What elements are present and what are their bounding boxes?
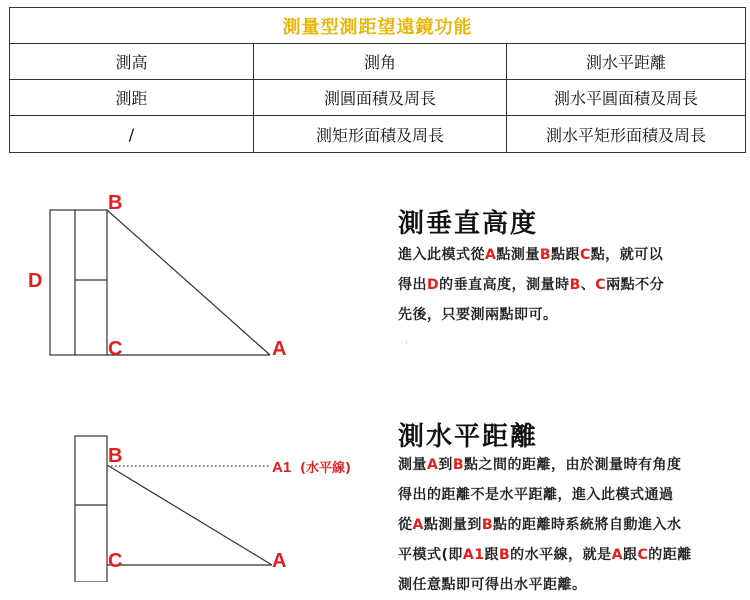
table-cell: 測角 [254,44,507,79]
function-table [9,7,746,153]
table-cell: 測距 [10,80,254,115]
point-b-label: B [108,192,123,214]
text-run: 跟 [623,547,638,563]
text-run: 跟 [484,547,499,563]
highlight-point-label: C [580,247,591,263]
text-line [398,480,748,510]
point-c-label: C [108,550,123,572]
point-a-label: A [272,338,287,360]
table-cell: 測水平圓面積及周長 [553,89,698,108]
table-cell: / [10,116,254,152]
vertical-height-diagram [0,185,380,365]
text-run: 得出 [398,277,427,293]
text-run: 點測量到 [423,517,482,533]
highlight-point-label: B [498,547,511,563]
highlight-point-label: A [611,547,623,563]
text-line [398,450,748,480]
text-line [398,300,743,330]
text-run: 的垂直高度，測量時 [439,277,570,293]
text-run: 、 [580,277,596,293]
text-line [398,240,743,270]
highlight-point-label: C [637,547,649,563]
table-row [10,44,745,80]
highlight-point-label: B [569,277,581,293]
text-run: 的水平線，就是 [510,547,612,563]
point-a-label: A [272,550,287,572]
speck: ' [405,340,408,351]
highlight-point-label: A [485,247,497,263]
text-run: 先後，只要測兩點即可。 [398,307,558,323]
text-run: 從 [398,517,413,533]
hypotenuse-line [107,210,270,355]
highlight-point-label: C [595,277,607,293]
section1-description [398,240,743,330]
point-d-label: D [28,270,43,292]
highlight-point-label: A [412,517,424,533]
table-title: 測量型測距望遠鏡功能 [10,8,745,44]
highlight-point-label: B [481,517,494,533]
point-b-label: B [108,445,123,467]
table-cell: 測矩形面積及周長 [254,116,507,152]
section1-title: 測垂直高度 [398,209,539,239]
table-cell: 測水平矩形面積及周長 [545,125,706,145]
text-run: 點跟 [551,247,581,263]
table-row [10,116,745,152]
highlight-point-label: A1 [462,547,485,563]
text-run: 得出的距離不是水平距離，進入此模式通過 [398,487,674,503]
highlight-point-label: B [452,457,465,473]
table-row [10,80,745,116]
horizontal-distance-diagram [0,420,380,582]
text-run: 平模式(即 [398,547,463,563]
text-run: 的距離 [648,547,692,563]
text-line [398,540,748,570]
text-run: 點，就可以 [590,247,664,263]
text-run: 點測量 [496,247,540,263]
text-run: 點之間的距離，由於測量時有角度 [464,457,682,473]
point-c-label: C [108,338,123,360]
text-line [398,570,748,600]
highlight-point-label: A [427,457,439,473]
text-run: 測量 [398,457,427,473]
point-a1-label: A1 [272,459,292,476]
text-run: 進入此模式從 [398,247,485,263]
highlight-point-label: D [427,277,440,293]
text-run: 到 [438,457,453,473]
section2-description [398,450,748,600]
highlight-point-label: B [539,247,552,263]
table-cell: 測高 [10,44,254,79]
hypotenuse-line [107,465,272,565]
text-line [398,510,748,540]
text-line [398,270,743,300]
table-cell: 測水平距離 [585,53,666,72]
text-run: 測任意點即可得出水平距離。 [398,577,587,593]
pole-rect [75,436,107,582]
section2-title: 測水平距離 [398,422,539,452]
text-run: 兩點不分 [606,277,665,293]
table-cell: 測圓面積及周長 [254,80,507,115]
horizontal-line-note: (水平線) [300,461,351,476]
pole-rect [50,210,107,355]
text-run: 點的距離時系統將自動進入水 [493,517,682,533]
